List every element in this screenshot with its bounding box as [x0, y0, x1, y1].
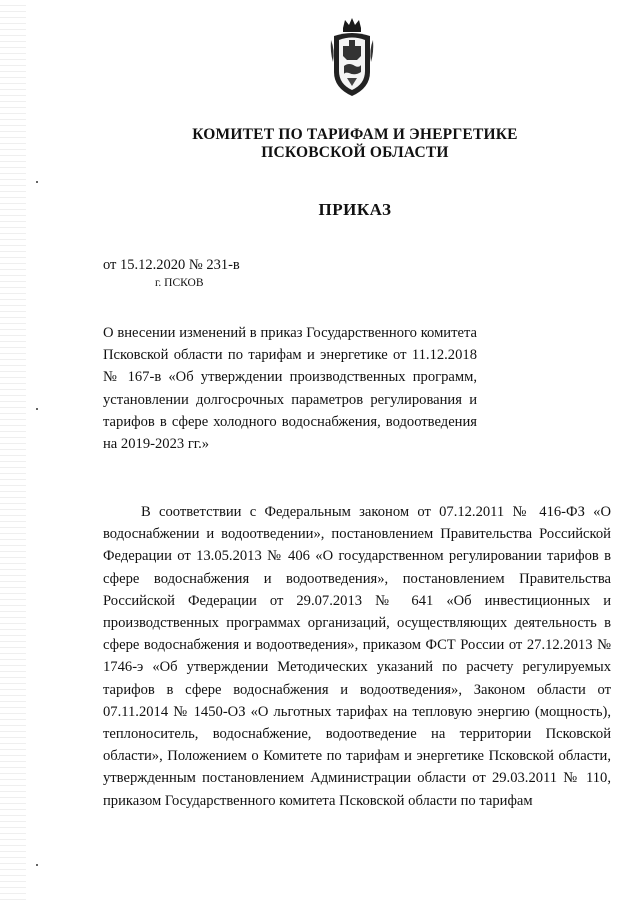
- scan-edge-artifact: [0, 0, 26, 905]
- document-body-paragraph: В соответствии с Федеральным законом от 07.12.2011 № 416-ФЗ «О водоснабжении и водоотведении», постановлением Правительства Российской Федерации от 13.05.2013 № 406 «О государственном регулировании тарифов в сфере водоснабжения и водоотведения», постановлением Правительства Российской Федерации от 29.07.2013 № 641 «Об инвестиционных и производственных программах организаций, осуществляющих деятельность в сфере водоснабжения и водоотведения», приказом ФСТ России от 27.12.2013 № 1746-э «Об утверждении Методических указаний по расчету регулируемых тарифов в сфере водоснабжения и водоотведения», Законом области от 07.11.2014 № 1450-ОЗ «О льготных тарифах на тепловую энергию (мощность), теплоноситель, водоснабжение, водоотведение на территории Псковской области», Положением о Комитете по тарифам и энергетике Псковской области, утвержденным постановлением Администрации области от 29.03.2011 № 110, приказом Государственного комитета Псковской области по тарифам: [103, 504, 611, 809]
- document-type-heading: ПРИКАЗ: [318, 200, 392, 219]
- scan-dot: [36, 864, 38, 866]
- org-name-line1: КОМИТЕТ ПО ТАРИФАМ И ЭНЕРГЕТИКЕ: [192, 126, 518, 143]
- document-subject: О внесении изменений в приказ Государственного комитета Псковской области по тарифам и энергетике от 11.12.2018 № 167-в «Об утверждении производственных программ, установлении долгосрочных параметров регулирования и тарифов в сфере холодного водоснабжения, водоотведения на 2019-2023 гг.»: [103, 325, 477, 453]
- scan-dot: [36, 408, 38, 410]
- org-name-line2: ПСКОВСКОЙ ОБЛАСТИ: [261, 144, 449, 161]
- scan-dot: [36, 181, 38, 183]
- coat-of-arms-icon: [329, 16, 375, 100]
- document-date-number: от 15.12.2020 № 231-в: [103, 257, 240, 273]
- document-city: г. ПСКОВ: [155, 277, 204, 289]
